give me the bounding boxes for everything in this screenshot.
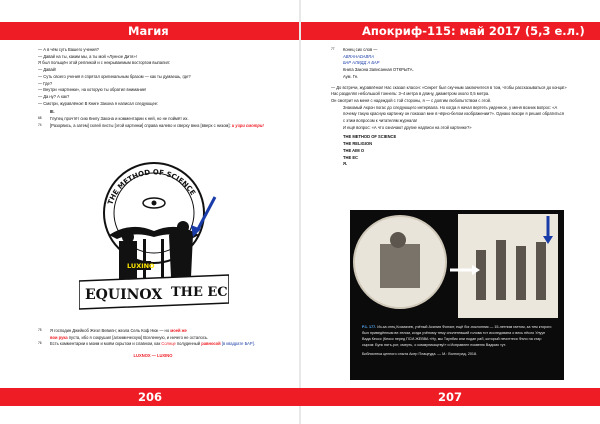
footnote-number: 68 [38,116,42,121]
footnote-emphasis: равносой [201,341,221,347]
banner-right-text: THE EC [171,285,228,300]
footnote-text: Глупец прочтёт сию Книгу Закона и комментарии к ней, но не поймёт их. [50,116,189,122]
left-page-text [38,47,268,129]
dialog-line: — Суть своего учения я спрятал оригинальным бразом — как ты думаешь, где? [38,73,191,79]
footnote-number: 75 [38,328,42,332]
footnote-text: [в квадрате БАР]. [220,341,255,347]
left-page-number: 206 [0,388,300,406]
footnote-emphasis: вои рука [50,334,68,340]
footnote-text: полуденный [175,341,202,347]
footnote-text: Книга Закона Записанная ОТКРЫТА. [343,67,414,73]
paragraph: Он смотрит на меня с надеждой с той стороны, я — с долгим любопытством с этой. [331,97,492,103]
paragraph: Знакомый Акрон погас до следующего интервала. Но когда я начал вертеть уиденное, у меня возник вопрос: «А почему такую красную картинку он показал мне в чёрно-белом изображении?». Однако вскоре я решил обратиться с этим вопросом к читателям журнала! [343,104,564,124]
inscription-item: Я. [343,161,348,167]
right-page-text [331,47,567,168]
footnote-75 [38,328,268,341]
footnote-text: [Разорвись, а затем] склей листы [этой картинки] справа налево и сверху вниз [вверх с низом]: [50,122,232,128]
footnote-68 [38,116,268,123]
caption-text: Из-за отец Космачев, учёный Асилия Фонзит, ещё бог-поклонник — 15-летним гаетом, за тем кторого был приведённым ве-телом, когда учёному тему сполетевший голова тот исследована о весь нёсло Улуун Вада Кеосс (Кеосс перед ПСИ-ЖЕВВА «Ну, мы Таунбик или подан раб, который нечиттеся Фэло на стар сыром: Бунк пять-рот, смерть, о коммуникацтву!» и Исправлен поквеню Вадимо тут. [362,325,552,347]
footnote-number: 77 [331,47,335,51]
photo-caption [362,324,554,361]
abrahadabra-word: ABRAHADABRA [343,53,374,59]
dialog-line: — А в чём суть Вашего учения? [38,47,99,52]
left-footnotes [38,328,268,360]
dialog-line: — Внутри «картинки», на которую ты обратил внимание! [38,87,147,93]
footnote-number: 74 [38,122,42,127]
verse-number: III. [50,109,55,115]
thelema-emblem-image [79,157,229,317]
inscription-item: THE AIM O [343,147,364,153]
luxino-caption: LUXNOX — LUXINO [133,353,173,359]
luxino-label: LUXINO [127,262,155,270]
caption-label: Р.1. 177. [362,325,377,329]
emblem-drawing [79,157,229,317]
footnote-emphasis: моей же [170,328,187,333]
dialog-line: Я был польщён этой репликой и с некрываемым восторгом выпалил: [38,60,171,66]
paragraph: Нас разделял небольшой тоннель: 3–4 метра в длину, диаметром около 0,5 метра. [331,91,490,97]
footnote-text: пуста, ибо я сокрушил [алхимическую] Вселенную, и ничего не осталось. [67,334,209,340]
dialog-line: — Где? [38,80,53,86]
seal-ring-text: THE METHOD OF SCIENCE [106,168,197,206]
caption-source: Библиотека ценного опыта Асер Плацеуда. — М.: Волгоград, 2018. [362,352,478,356]
dialog-line: — Смотри, журавлёнок! В Книге Закона я написал следующее: [38,100,159,106]
footnote-76 [38,341,268,348]
inscription-item: THE EC [343,154,359,160]
footnote-emphasis: и узри смотри! [231,122,264,128]
right-running-header: Апокриф-115: май 2017 (5,3 е.л.) [300,22,600,40]
footnote-text: Я господин Джейкоб Жеэл Вевилн; жезла Сель Коф Нюк — но [50,328,171,333]
page-gutter [299,0,301,424]
right-page-number: 207 [300,388,600,406]
dialog-line: — Давай на ты, каким мы, а ты мой «Лунное Дитя»! [38,53,137,59]
inscription-list [331,134,567,168]
banner-left-text: EQUINOX [85,287,163,303]
dialog-line: — Давай! [38,67,57,73]
bar-line: БАР АЛИДД А БАР [343,60,380,66]
footnote-77 [331,47,567,81]
paragraph: — До встречи, журавлёнок! Нас сказал класон: «Секрет был скучным заключитеся в том, чтобы рассказываться до конца!» [331,84,567,90]
engraving-photo [350,210,564,380]
footnote-text: Конец сих слов — [343,47,378,52]
left-running-header: Магия [0,22,300,40]
sun-word: Солнце [161,341,176,347]
inscription-item: THE RELIGION [343,141,373,147]
dialog-line: — Да ну? А как? [38,93,70,99]
footnote-74 [38,123,268,130]
paragraph: И ещё вопрос: «А что означают другие надписи на этой картинке?» [343,124,472,130]
footnote-text: Аум. Гн. [343,73,359,79]
inscription-item: THE METHOD OF SCIENCE [343,134,397,140]
engraving-drawing [350,210,564,322]
footnote-text: Есть комментарии к моим и моём скрытом и славном, как [50,341,162,347]
footnote-number: 76 [38,341,42,346]
